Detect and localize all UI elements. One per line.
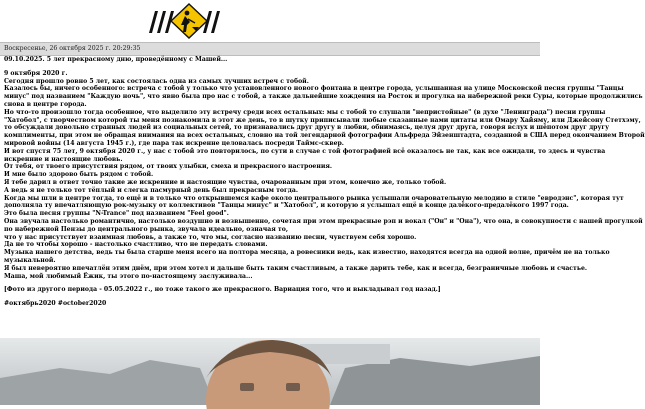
paragraph: Маша, мой любимый Ёжик, ты этого по-настоящему заслуживала... (4, 272, 253, 280)
paragraph: дополняла ту впечатляющую рок-музыку от коллективов "Танцы минус" и "Хатобол", и которую я услышал ещё в конце далёкого-предалёкого 1997 года. (4, 202, 569, 210)
date-bar (0, 42, 540, 56)
paragraph: А ведь я не только тот тёплый и слегка пасмурный день был прекрасным тогда. (4, 186, 298, 194)
paragraph: Сегодня прошло ровно 5 лет, как состоялась одна из самых лучших встреч с тобой. (4, 77, 309, 85)
paragraph: искренние и настоящие любовь. (4, 155, 123, 163)
post-title: 09.10.2025. 5 лет прекрасному дню, проведённому с Машей... (4, 56, 228, 63)
paragraph: Я был невероятно впечатлён этим днём, при этом хотел и дальше быть таким счастливым, а также дарить тебе, как и всегда, безграничные любовь и счастье. (4, 264, 588, 272)
paragraph: Но что-то произошло тогда особенное, что выделило эту встречу среди всех остальных: мы с тобой то слушали "непристойные" (в духе "Ленинграда") песни группы (4, 108, 606, 116)
paragraph: Да не то чтобы хорошо - настолько счастливо, что не передать словами. (4, 241, 268, 249)
paragraph: комплименты, при этом не обращая внимания на всех остальных, словно на той легендарной фотографии Альфреда Эйзенштадта, созданной в США перед окончанием Второй (4, 132, 645, 140)
photo-note: [Фото из другого периода - 05.05.2022 г., но тоже такого же прекрасного. Вариация того, что и выкладывал год назад.] (4, 286, 441, 294)
paragraph: Казалось бы, ничего особенного: встреча с тобой у только что установленного нового фонтана в центре города, услышанная на улице Московской песня группы "Танцы (4, 85, 624, 93)
post-date: Воскресенье, 26 октября 2025 г. 20:29:35 (4, 45, 141, 52)
paragraph: От тебя, от твоего присутствия рядом, от твоих улыбки, смеха и прекрасного настроения. (4, 163, 333, 171)
paragraph: музыкальной. (4, 256, 56, 264)
post-photo (0, 338, 540, 405)
paragraph: Она звучала настолько романтично, настолько воздушно и возвышенно, сочетая при этом прекрасные рэп и вокал ("Он" и "Она"), что она, в совокупности с нашей прогулкой (4, 217, 643, 225)
paragraph: Когда мы шли в центре тогда, то ещё и в только что открывшемся кафе около центрального рынка услышали очаровательную мелодию в стиле "евродэнс", которая тут (4, 194, 624, 202)
paragraph: снова в центре города. (4, 100, 87, 108)
paragraph: что у нас присутствует взаимная любовь, а также то, что мы, согласно названию песни, чувствуем себя хорошо. (4, 233, 417, 241)
paragraph: по набережной Пензы до центрального рынка, звучала идеально, означая то, (4, 225, 288, 233)
paragraph: Это была песня группы "N-Trance" под названием "Feel good". (4, 210, 229, 218)
site-header (0, 0, 540, 42)
paragraph: "Хатобол", с творчеством которой ты меня познакомила в этот же день, то в шутку приписывали любые сказанные нами цитаты или Омару Хайяму, или Джейсону Стетхэму, (4, 116, 641, 124)
paragraph: И вот спустя 75 лет, 9 октября 2020 г., у нас с тобой это повторилось, по сути в случае с той фотографией всё оказалось не так, как все ожидали, то здесь и чувства (4, 147, 606, 155)
paragraph: то обсуждали довольно странных людей из социальных сетей, то признавались друг другу в любви, обнимаясь, целуя друг друга, говоря вслух и шёпотом друг другу (4, 124, 610, 132)
paragraph: Музыка нашего детства, ведь ты была старше меня всего на полтора месяца, а ровесники ведь, как известно, находятся всегда на одной волне, причём не на только (4, 249, 610, 257)
hashtags[interactable]: #октябрь2020 #october2020 (4, 300, 107, 308)
photo-image (0, 338, 540, 405)
paragraph: минус" под названием "Каждую ночь", что явно была про нас с тобой, а также дальнейшие хождения на Росток и прогулка на набережной реки Суры, которые продолжились (4, 93, 643, 101)
paragraph: И мне было здорово быть рядом с тобой. (4, 171, 154, 179)
post-content (4, 56, 645, 308)
paragraph: Я тебе дарил в ответ точно такие же искренние и настоящие чувства, очарованным при этом, конечно же, только тобой. (4, 178, 447, 186)
paragraph: мировой войны (14 августа 1945 г.), где пара так искренне целовалась посреди Таймс-сквер. (4, 139, 344, 147)
paragraph: 9 октября 2020 г. (4, 69, 68, 77)
construction-worker-sign-icon[interactable] (147, 3, 221, 39)
